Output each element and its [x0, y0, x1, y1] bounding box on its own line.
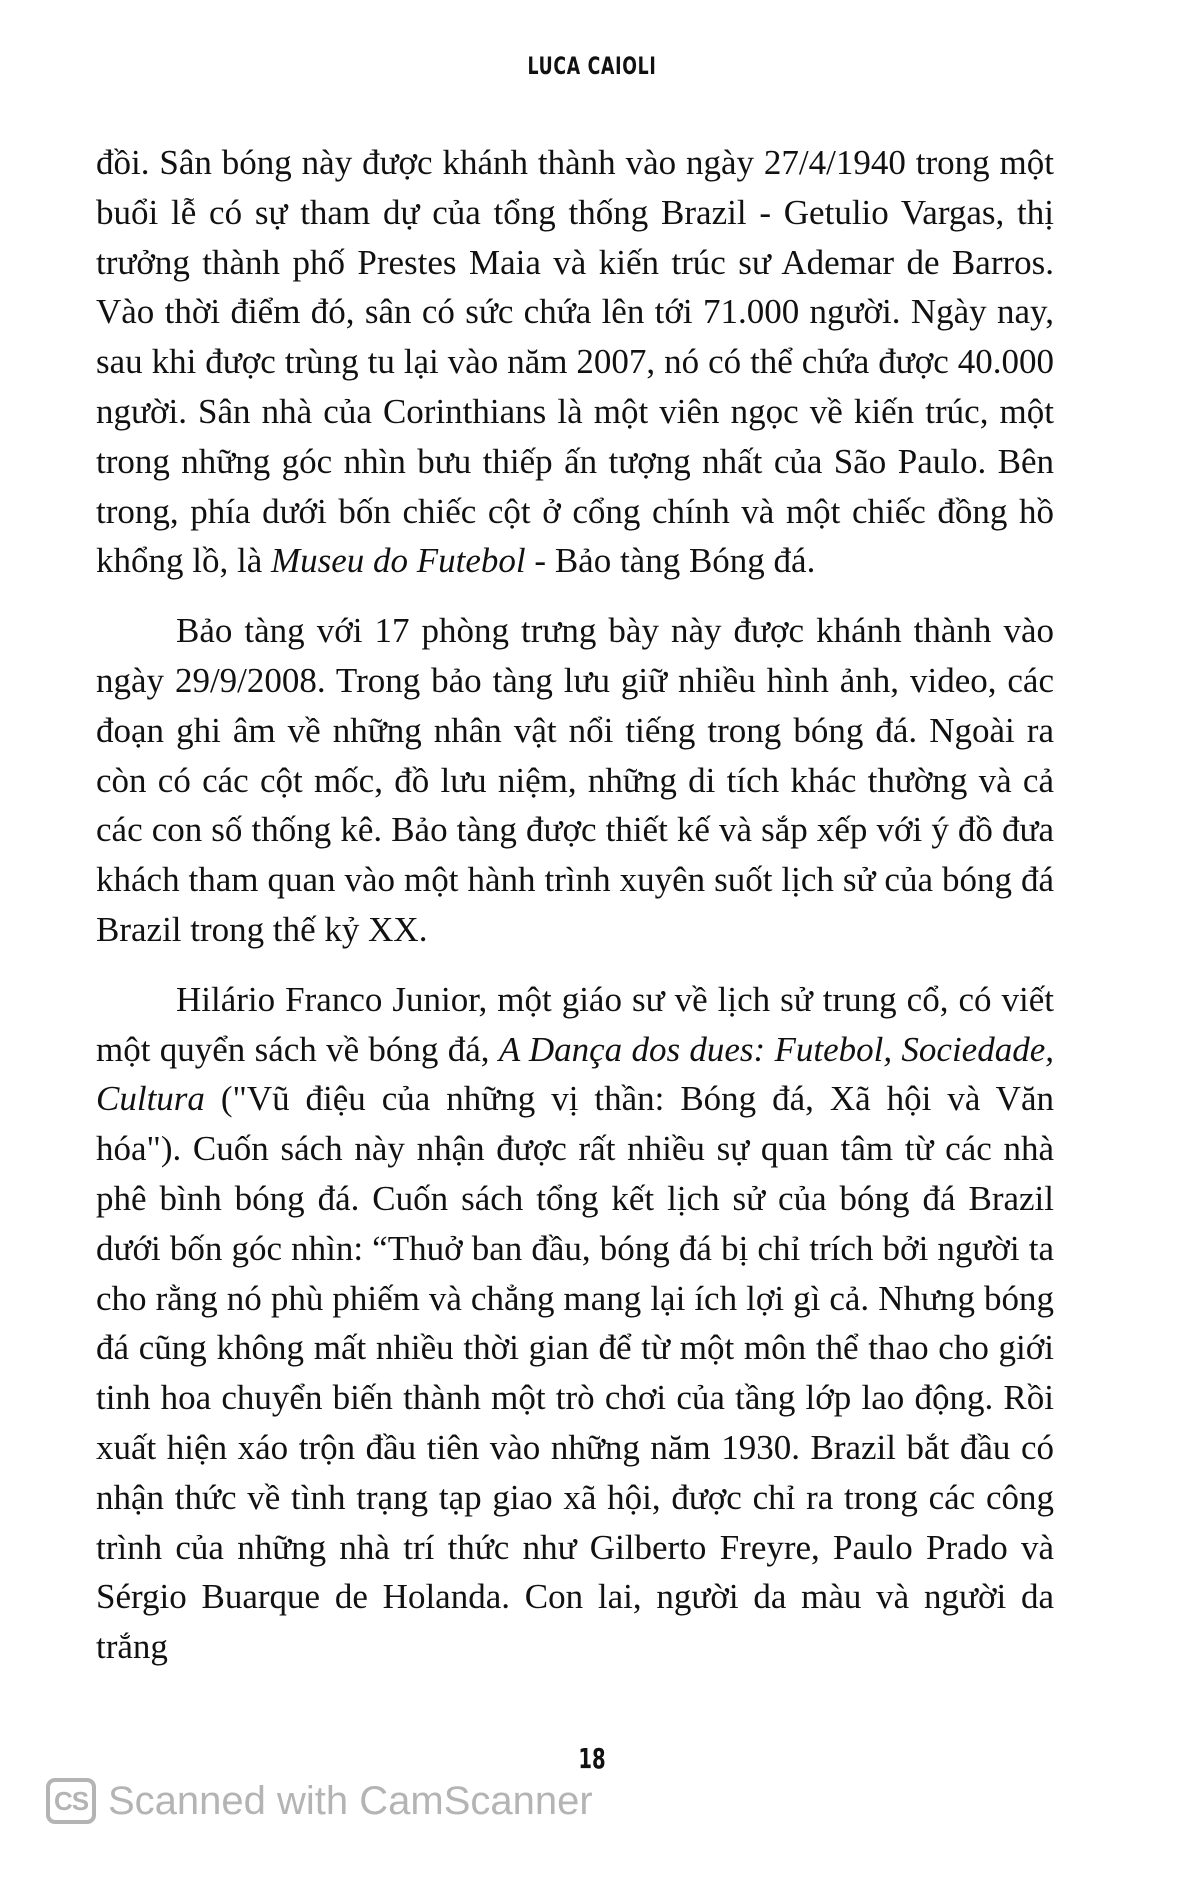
paragraph-1-text-b: - Bảo tàng Bóng đá.	[525, 541, 816, 581]
paragraph-2-text: Bảo tàng với 17 phòng trưng bày này được khánh thành vào ngày 29/9/2008. Trong bảo tàng lưu giữ nhiều hình ảnh, video, các đoạn ghi âm về những nhân vật nổi tiếng trong bóng đá. Ngoài ra còn có các cột mốc, đồ lưu niệm, những di tích khác thường và cả các con số thống kê. Bảo tàng được thiết kế và sắp xếp với ý đồ đưa khách tham quan vào một hành trình xuyên suốt lịch sử của bóng đá Brazil trong thế kỷ XX.	[96, 611, 1054, 949]
running-header: LUCA CAIOLI	[527, 52, 657, 80]
museum-name-italic: Museu do Futebol	[270, 541, 526, 581]
paragraph-3	[96, 975, 1054, 1672]
paragraph-3-text-b: ("Vũ điệu của những vị thần: Bóng đá, Xã hội và Văn hóa"). Cuốn sách này nhận được rất nhiều sự quan tâm từ các nhà phê bình bóng đá. Cuốn sách tổng kết lịch sử của bóng đá Brazil dưới bốn góc nhìn: “Thuở ban đầu, bóng đá bị chỉ trích bởi người ta cho rằng nó phù phiếm và chẳng mang lại ích lợi gì cả. Nhưng bóng đá cũng không mất nhiều thời gian để từ một môn thể thao cho giới tinh hoa chuyển biến thành một trò chơi của tầng lớp lao động. Rồi xuất hiện xáo trộn đầu tiên vào những năm 1930. Brazil bắt đầu có nhận thức về tình trạng tạp giao xã hội, được chỉ ra trong các công trình của những nhà trí thức như Gilberto Freyre, Paulo Prado và Sérgio Buarque de Holanda. Con lai, người da màu và người da trắng	[96, 1079, 1054, 1667]
watermark-text: Scanned with CamScanner	[108, 1778, 593, 1823]
body-text	[96, 138, 1054, 1692]
paragraph-2	[96, 606, 1054, 955]
camscanner-watermark	[46, 1778, 593, 1824]
camscanner-logo-icon: CS	[46, 1778, 96, 1824]
paragraph-1	[96, 138, 1054, 586]
book-title-italic: A Dança dos dues: Futebol, Sociedade, Cultura	[96, 1029, 1054, 1119]
paragraph-3-text-a: Hilário Franco Junior, một giáo sư về lịch sử trung cổ, có viết một quyển sách về bóng đá,	[96, 979, 1054, 1069]
page-number: 18	[578, 1742, 606, 1775]
paragraph-1-text-a: đồi. Sân bóng này được khánh thành vào ngày 27/4/1940 trong một buổi lễ có sự tham dự của tổng thống Brazil - Getulio Vargas, thị trưởng thành phố Prestes Maia và kiến trúc sư Ademar de Barros. Vào thời điểm đó, sân có sức chứa lên tới 71.000 người. Ngày nay, sau khi được trùng tu lại vào năm 2007, nó có thể chứa được 40.000 người. Sân nhà của Corinthians là một viên ngọc về kiến trúc, một trong những góc nhìn bưu thiếp ấn tượng nhất của São Paulo. Bên trong, phía dưới bốn chiếc cột ở cổng chính và một chiếc đồng hồ khổng lồ, là	[96, 143, 1054, 581]
